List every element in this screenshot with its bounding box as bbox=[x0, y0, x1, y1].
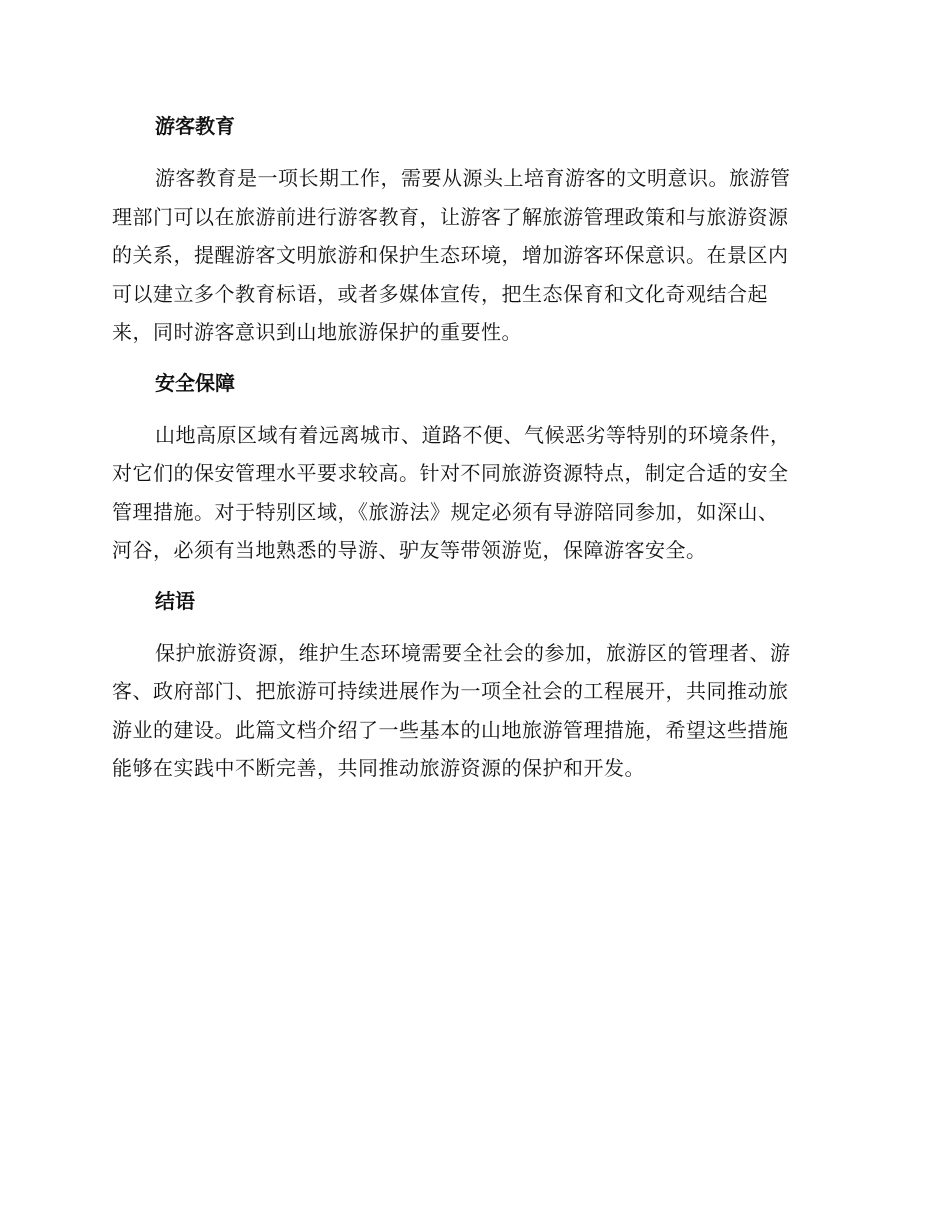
paragraph-safety bbox=[112, 416, 832, 570]
paragraph-conclusion bbox=[112, 634, 832, 788]
paragraph-line: 山地高原区域有着远离城市、道路不便、气候恶劣等特别的环境条件， bbox=[155, 422, 791, 447]
document-body bbox=[112, 108, 832, 788]
paragraph-visitor-education bbox=[112, 159, 832, 352]
paragraph-line: 客、政府部门、把旅游可持续进展作为一项全社会的工程展开，共同推动旅 bbox=[112, 679, 789, 703]
paragraph-line: 对它们的保安管理水平要求较高。针对不同旅游资源特点，制定合适的安全 bbox=[112, 461, 789, 485]
section-heading-safety: 安全保障 bbox=[155, 370, 235, 395]
paragraph-line: 游业的建设。此篇文档介绍了一些基本的山地旅游管理措施，希望这些措施 bbox=[112, 717, 789, 742]
section-heading-visitor-education: 游客教育 bbox=[155, 114, 235, 138]
paragraph-line: 理部门可以在旅游前进行游客教育，让游客了解旅游管理政策和与旅游资源 bbox=[112, 204, 789, 229]
section-heading-conclusion: 结语 bbox=[155, 588, 195, 613]
paragraph-line: 保护旅游资源，维护生态环境需要全社会的参加，旅游区的管理者、游 bbox=[155, 640, 791, 665]
paragraph-line: 可以建立多个教育标语，或者多媒体宣传，把生态保育和文化奇观结合起 bbox=[112, 281, 768, 306]
paragraph-line: 能够在实践中不断完善，共同推动旅游资源的保护和开发。 bbox=[112, 756, 645, 780]
paragraph-line: 管理措施。对于特别区域，《旅游法》规定必须有导游陪同参加，如深山、 bbox=[112, 499, 779, 524]
paragraph-line: 的关系，提醒游客文明旅游和保护生态环境，增加游客环保意识。在景区内 bbox=[112, 243, 789, 267]
paragraph-line: 来，同时游客意识到山地旅游保护的重要性。 bbox=[112, 320, 522, 344]
paragraph-line: 河谷，必须有当地熟悉的导游、驴友等带领游览，保障游客安全。 bbox=[112, 538, 707, 562]
paragraph-line: 游客教育是一项长期工作，需要从源头上培育游客的文明意识。旅游管 bbox=[155, 166, 791, 190]
